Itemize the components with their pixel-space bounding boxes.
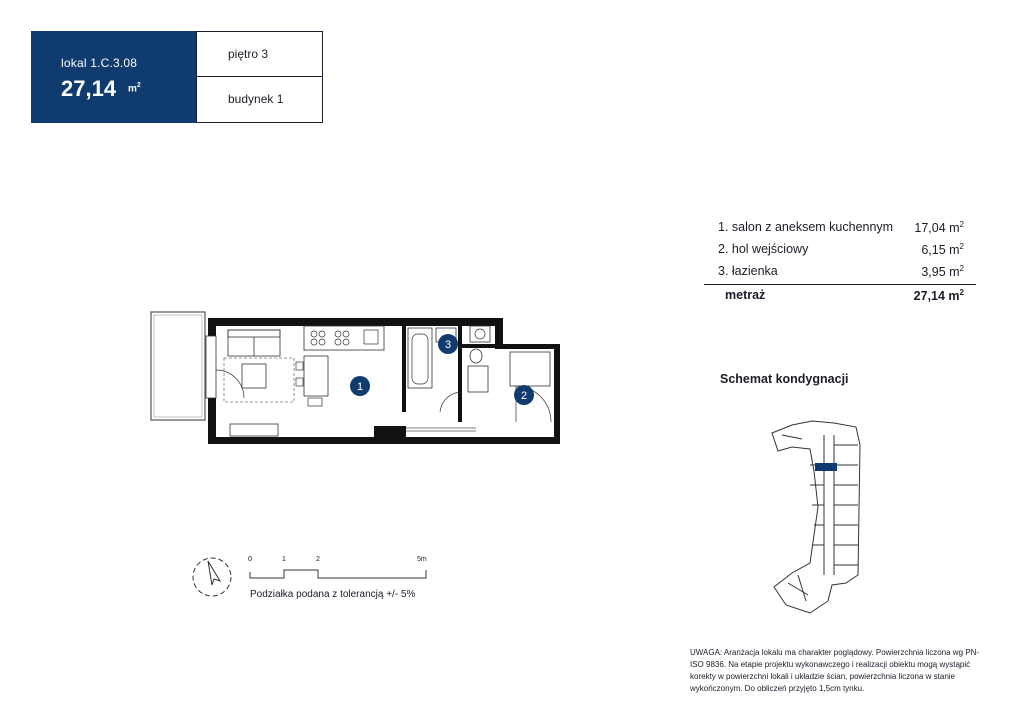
room-label: 3. łazienka bbox=[718, 264, 778, 278]
room-list bbox=[718, 220, 978, 310]
room-row bbox=[718, 220, 978, 242]
svg-text:2: 2 bbox=[520, 390, 528, 402]
room-row bbox=[718, 242, 978, 264]
floor-label: piętro 3 bbox=[228, 47, 269, 61]
rug bbox=[224, 358, 294, 402]
unit-area: 27,14 bbox=[61, 76, 117, 101]
kitchen-island bbox=[304, 356, 328, 396]
room-marker-1 bbox=[350, 376, 370, 396]
unit-area-unit: $m^2$ bbox=[128, 82, 141, 95]
floor-scheme-title: Schemat kondygnacji bbox=[720, 372, 849, 386]
toilet bbox=[470, 349, 482, 363]
floor-scheme bbox=[762, 415, 872, 615]
unit-code: lokal 1.C.3.08 bbox=[61, 56, 138, 70]
room-marker-2 bbox=[514, 385, 534, 405]
scale-caption: Podziałka podana z tolerancją +/- 5% bbox=[250, 589, 416, 600]
disclaimer-note: UWAGA: Aranżacja lokalu ma charakter poglądowy. Powierzchnia liczona wg PN-ISO 9836. Na etapie projektu wykonawczego i realizacji obiektu mogą wystąpić korekty w powierzchni lokali i układzie ścian, powierzchnia liczona w stanie wykończonym. Do obliczeń przyjęto 1,5cm tynku. bbox=[690, 648, 980, 693]
wardrobe bbox=[510, 352, 550, 386]
floor-cell bbox=[196, 31, 323, 77]
scale-tick: 2 bbox=[316, 556, 320, 563]
north-arrow-icon bbox=[190, 553, 234, 601]
unit-header bbox=[31, 31, 196, 123]
bathtub bbox=[408, 328, 432, 388]
building-label: budynek 1 bbox=[228, 92, 284, 106]
scale-bar bbox=[248, 560, 430, 582]
scale-tick: 1 bbox=[282, 556, 286, 563]
room-label: 1. salon z aneksem kuchennym bbox=[718, 220, 894, 234]
total-row bbox=[718, 288, 978, 310]
total-separator bbox=[704, 284, 976, 285]
svg-text:3: 3 bbox=[444, 339, 452, 351]
room-label: 2. hol wejściowy bbox=[718, 242, 809, 256]
room-row bbox=[718, 264, 978, 286]
building-cell bbox=[196, 76, 323, 123]
desk bbox=[230, 424, 278, 436]
washing-machine bbox=[470, 326, 490, 342]
room-area: 6,15 $m^2$ bbox=[921, 242, 964, 258]
scale-tick: 5m bbox=[417, 556, 427, 563]
balcony bbox=[151, 312, 205, 420]
unit-highlight bbox=[815, 463, 837, 471]
sofa bbox=[228, 330, 280, 356]
coffee-table bbox=[242, 364, 266, 388]
bathroom-cabinet bbox=[468, 366, 488, 392]
floor-plan bbox=[140, 300, 570, 450]
room-area: 3,95 $m^2$ bbox=[921, 264, 964, 280]
room-area: 17,04 $m^2$ bbox=[914, 220, 964, 236]
total-label: metraż bbox=[725, 288, 766, 302]
scale-tick: 0 bbox=[248, 556, 252, 563]
total-area: 27,14 $m^2$ bbox=[913, 288, 964, 304]
svg-text:1: 1 bbox=[356, 381, 364, 393]
room-marker-3 bbox=[438, 334, 458, 354]
kitchen-counter bbox=[304, 326, 384, 350]
